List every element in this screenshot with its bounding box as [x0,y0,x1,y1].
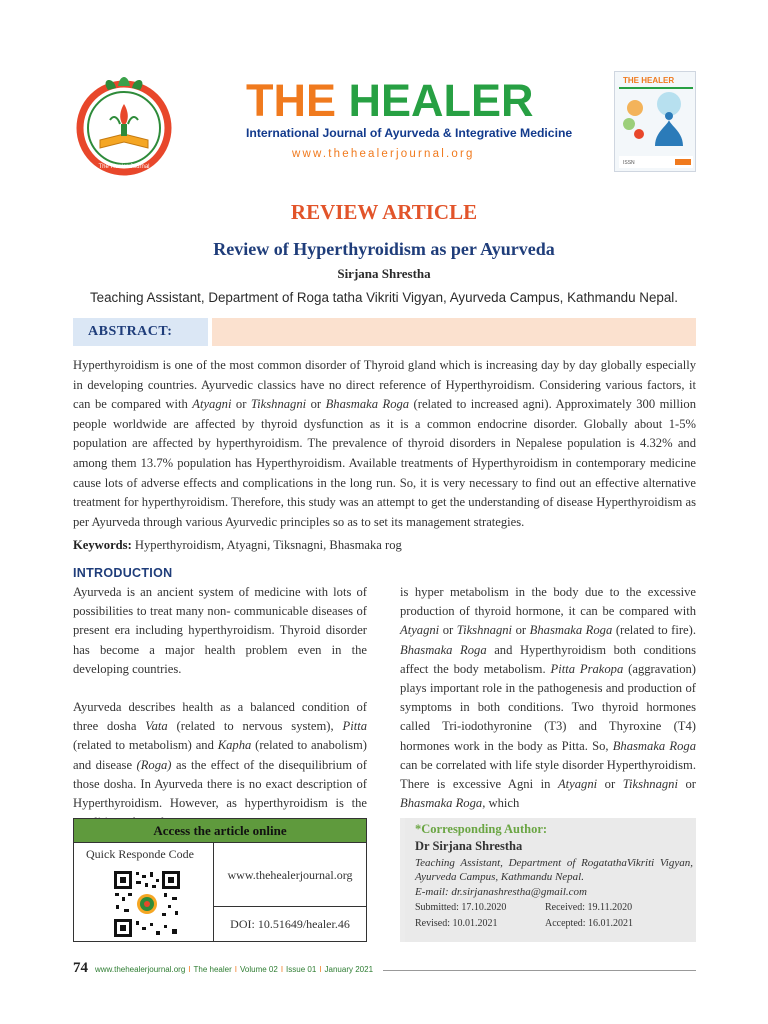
text-part: as the effect of the disequilibrium of those dosha. In Ayurveda there is no exact description of Hyperthyroidism. However, as hyperthyroidism is the [73,757,367,811]
abstract-text-part: or [231,397,251,412]
text-part: (aggravation) plays important role in the pathogenesis and production of symptoms in both conditions. Two thyroid hormones called Tri-iodothyronine (T3) and Thyroxine (T4) hormones work in the body as Pitta. So, [400,661,696,753]
footer-url[interactable]: www.thehealerjournal.org [95,965,186,974]
text-part: which [485,796,520,811]
date-accepted: Accepted: 16.01.2021 [545,918,634,929]
footer-separator: I [234,965,237,974]
corresponding-author-box [400,818,696,942]
paragraph [73,698,367,832]
journal-title [246,76,534,126]
text-part: or [439,623,457,638]
text-part: is hyper metabolism in the body due to the excessive production of thyroid hormone, it can be compared with [400,585,696,619]
footer-journal: The healer [193,965,232,974]
term-atyagni: Atyagni [192,397,232,412]
journal-logo [70,74,178,176]
journal-title-the: THE [246,75,336,126]
body-column-right [400,583,696,832]
date-received: Received: 19.11.2020 [545,902,633,913]
text-part: (related to fire). [612,623,696,638]
abstract-text-part: (related to increased agni). Approximately 300 million people worldwide are affected by thyroid dysfunction as it is a common endocrine disorder. Globally about 1-5% population are affected by hyperthyroidism. The prevalence of thyroid disorders in Nepalese population is 4.32% and among them 13.7% population has Hyperthyroidism. Available treatments of Hyperthyroidism in contemporary medicine cause lots of adverse effects and complications in the long run. So, it is very necessary to find out an effective alternative treatment for hyperthyroidism. Therefore, this study was an attempt to get the understanding of disease Hyperthyroidism as per Ayurveda through various Ayurvedic principles so as to set its management strategies. [73,397,696,529]
access-article-box [73,818,367,942]
term-tikshnagni: Tikshnagni [250,397,307,412]
footer-separator: I [280,965,284,974]
term-pitta-prakopa: Pitta Prakopa [550,661,624,676]
abstract-text [73,356,696,532]
footer-divider [383,970,696,971]
access-url[interactable]: www.thehealerjournal.org [214,843,366,907]
term-tikshnagni: Tikshnagni [622,777,678,792]
footer-citation [95,965,373,974]
qr-cell [74,843,214,942]
qr-label: Quick Responde Code [86,847,194,861]
svg-text:THE HEALER: THE HEALER [623,76,675,85]
author-affiliation: Teaching Assistant, Department of Roga tatha Vikriti Vigyan, Ayurveda Campus, Kathmandu Nepal. [89,290,679,305]
text-part: or [677,777,697,792]
qr-code-icon[interactable] [112,869,182,939]
term-bhasmaka-roga: Bhasmaka Roga [529,623,613,638]
term-tikshnagni: Tikshnagni [456,623,513,638]
term-bhasmaka-roga: Bhasmaka Roga, [400,796,486,811]
article-title: Review of Hyperthyroidism as per Ayurveda [213,239,555,259]
term-bhasmaka-roga: Bhasmaka Roga [400,642,487,657]
paragraph: Ayurveda is an ancient system of medicine with lots of possibilities to treat many non- communicable diseases of present era including hyperthyroidism. Thyroid disorder has become a major health problem even in the developing countries. [73,585,367,676]
footer-volume: Volume 02 [240,965,278,974]
svg-text:The Healer Journal: The Healer Journal [98,164,150,170]
text-part: and Hyperthyroidism both conditions affect the body metabolism. [400,642,696,676]
date-revised: Revised: 10.01.2021 [415,918,498,929]
abstract-text-part: Hyperthyroidism is one of the most common disorder of Thyroid gland which is increasing day by day globally especially in developing countries. Ayurvedic classics have no direct reference of Hyperthyroidism. Considering various factors, it can be compared with [73,358,696,412]
footer-date: January 2021 [324,965,374,974]
term-roga: (Roga) [136,757,172,772]
corresponding-name: Dr Sirjana Shrestha [415,839,523,853]
page-footer [73,960,696,980]
author-name: Sirjana Shrestha [337,266,431,281]
abstract-label-box [73,318,208,346]
body-column-left [73,583,367,851]
term-vata: Vata [145,719,168,734]
abstract-text-part: or [306,397,326,412]
term-pitta: Pitta [342,719,367,734]
footer-issue: Issue 01 [286,965,317,974]
text-part: or [512,623,530,638]
text-part: (related to anabolism) and disease [73,738,368,772]
article-type-label: REVIEW ARTICLE [290,200,478,224]
text-part: (related to metabolism) and [73,738,218,753]
journal-title-healer: HEALER [348,75,534,126]
term-kapha: Kapha [217,738,252,753]
abstract-header-bar [73,318,696,346]
keywords-label: Keywords: [73,538,132,552]
footer-separator: I [319,965,322,974]
page-number: 74 [73,960,88,976]
keywords [73,538,402,553]
access-heading: Access the article online [74,819,366,843]
corresponding-affiliation: Teaching Assistant, Department of RogatathaVikriti Vigyan, Ayurveda Campus, Kathmandu Nepal. [415,857,693,883]
text-part: (related to nervous system), [167,719,343,734]
corresponding-email[interactable]: E-mail: dr.sirjanashrestha@gmail.com [415,886,587,898]
keywords-text: Hyperthyroidism, Atyagni, Tiksnagni, Bhasmaka rog [131,538,402,552]
text-part: can be correlated with life style disorder Hyperthyroidism. There is excessive Agni in [400,757,696,792]
svg-text:ISSN: ISSN [623,160,635,166]
paragraph [400,583,696,813]
journal-cover-thumbnail [614,71,696,172]
journal-subtitle: International Journal of Ayurveda & Integrative Medicine [246,126,573,140]
journal-url[interactable]: www.thehealerjournal.org [292,148,475,160]
corresponding-heading: *Corresponding Author: [415,822,548,836]
access-doi[interactable]: DOI: 10.51649/healer.46 [230,917,350,931]
term-atyagni: Atyagni [557,777,598,792]
term-atyagni: Atyagni [400,623,440,638]
date-submitted: Submitted: 17.10.2020 [415,902,507,913]
term-bhasmaka-roga: Bhasmaka Roga [612,738,696,753]
text-part: or [597,777,623,792]
section-heading-introduction: INTRODUCTION [73,566,173,580]
text-part: Ayurveda describes health as a balanced condition of three dosha [73,700,367,734]
term-bhasmaka-roga: Bhasmaka Roga [325,397,410,412]
abstract-header-fill [212,318,696,346]
abstract-label: ABSTRACT: [88,324,173,339]
footer-separator: I [188,965,191,974]
